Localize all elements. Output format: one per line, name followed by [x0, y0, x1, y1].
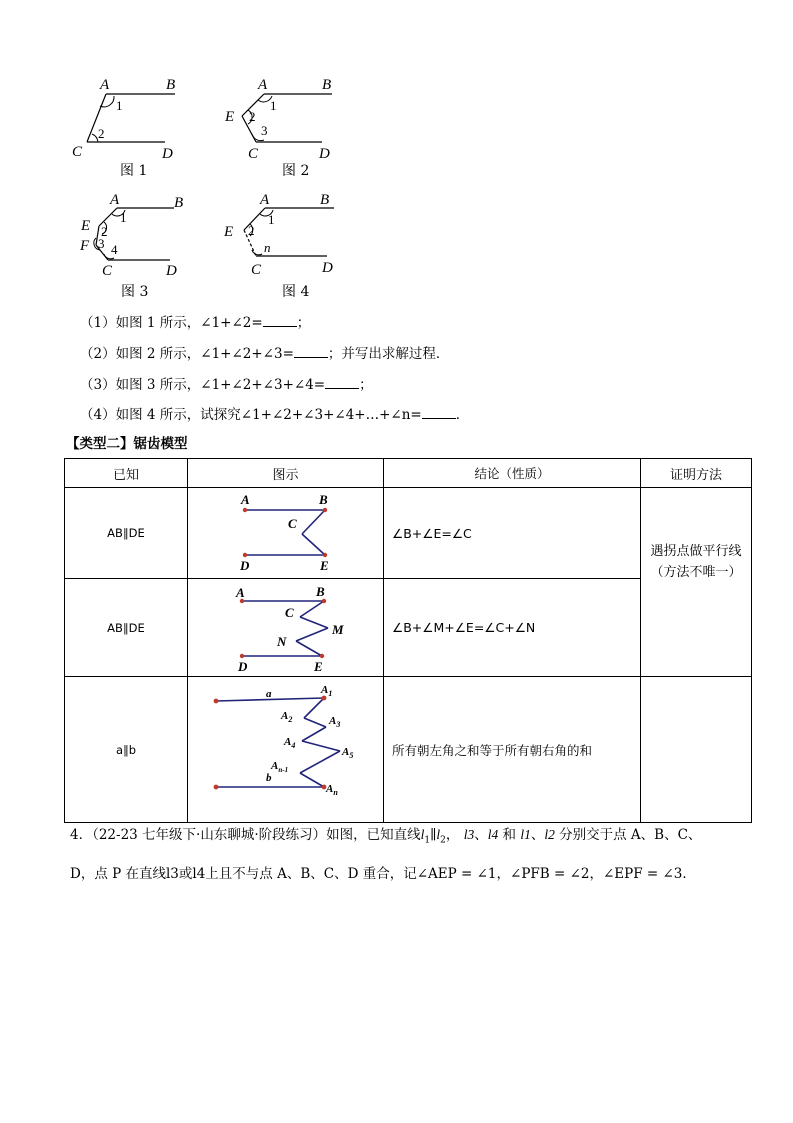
row-3-diagram — [188, 677, 383, 818]
svg-text:D: D — [240, 558, 250, 573]
angle-2: 2 — [101, 224, 108, 239]
section-title: 【类型二】锯齿模型 — [66, 436, 188, 452]
question-2: （2）如图 2 所示，∠1+∠2+∠3= ；并写出求解过程． — [80, 346, 450, 362]
svg-text:b: b — [266, 772, 272, 784]
angle-n: n — [264, 240, 271, 255]
question-3: （3）如图 3 所示，∠1+∠2+∠3+∠4= ； — [80, 377, 373, 393]
label-E: E — [225, 109, 235, 125]
svg-text:a: a — [266, 688, 272, 700]
angle-1: 1 — [268, 212, 275, 227]
angle-1: 1 — [270, 98, 277, 113]
row-1-diagram — [188, 488, 383, 574]
label-C: C — [102, 263, 113, 279]
row-3-figure — [188, 677, 384, 823]
svg-text:An-1: $A_{n-1}$ — [271, 760, 289, 774]
label-C: C — [72, 144, 83, 160]
figure-3-caption: 图 3 — [121, 284, 149, 300]
label-D: D — [319, 146, 330, 162]
angle-2: 2 — [248, 223, 255, 238]
svg-text:A: A — [241, 492, 250, 507]
svg-text:B: B — [316, 584, 325, 599]
svg-text:N: N — [277, 634, 287, 649]
header-known: 已知 — [65, 459, 188, 488]
label-E: E — [81, 218, 91, 234]
label-B: B — [166, 77, 176, 93]
row-1-known: AB∥DE — [65, 488, 188, 579]
table-header-row — [65, 459, 752, 488]
header-conclusion: 结论（性质） — [384, 459, 641, 488]
method-line-2: （方法不唯一） — [650, 565, 742, 580]
angle-1: 1 — [120, 210, 127, 225]
row-2-diagram — [188, 579, 383, 672]
svg-text:D: D — [238, 659, 248, 672]
answer-blank-1[interactable] — [263, 314, 297, 327]
label-D: D — [322, 260, 333, 276]
svg-text:A1: $A_1$ — [321, 684, 333, 698]
label-A: A — [100, 77, 110, 93]
question-4: （4）如图 4 所示，试探究∠1+∠2+∠3+∠4+…+∠n= ． — [80, 407, 470, 423]
row-2-conclusion: ∠B+∠M+∠E=∠C+∠N — [384, 579, 641, 677]
label-A: A — [258, 77, 268, 93]
figure-4 — [222, 190, 342, 290]
row-2-figure — [188, 579, 384, 677]
svg-text:M: M — [332, 622, 344, 637]
svg-text:A: A — [236, 585, 245, 600]
svg-text:An: $A_n$ — [326, 783, 338, 797]
svg-text:A2: $A_2$ — [281, 710, 293, 724]
label-D: D — [162, 146, 173, 162]
problem-4-line-1: 4．（22-23 七年级下·山东聊城·阶段练习）如图，已知直线$l_1\parallel l_2$， l3、l4 和 l1、l2 分别交于点 A、B、C、 — [70, 827, 702, 846]
angle-3: 3 — [98, 236, 105, 251]
problem-4-line-2: D，点 P 在直线l3或l4上且不与点 A、B、C、D 重合，记∠AEP = ∠1，∠PFB = ∠2，∠EPF = ∠3． — [70, 866, 696, 882]
answer-blank-3[interactable] — [325, 376, 359, 389]
angle-1: 1 — [116, 98, 123, 113]
label-B: B — [320, 192, 330, 208]
method-cell — [641, 488, 752, 677]
row-3-conclusion: 所有朝左角之和等于所有朝右角的和 — [384, 677, 641, 823]
label-A: A — [260, 192, 270, 208]
row-1-figure — [188, 488, 384, 579]
row-1-conclusion: ∠B+∠E=∠C — [384, 488, 641, 579]
svg-text:B: B — [319, 492, 328, 507]
svg-text:C: C — [288, 516, 297, 531]
answer-blank-2[interactable] — [294, 345, 328, 358]
svg-text:A4: $A_4$ — [284, 736, 296, 750]
label-B: B — [174, 195, 184, 211]
angle-2: 2 — [249, 109, 256, 124]
label-B: B — [322, 77, 332, 93]
header-figure: 图示 — [188, 459, 384, 488]
svg-text:A3: $A_3$ — [329, 715, 341, 729]
figure-4-caption: 图 4 — [282, 284, 310, 300]
question-1: （1）如图 1 所示，∠1+∠2= ； — [80, 315, 311, 331]
answer-blank-4[interactable] — [422, 406, 456, 419]
label-D: D — [166, 263, 177, 279]
label-C: C — [248, 146, 259, 162]
figure-1-caption: 图 1 — [120, 163, 148, 179]
svg-text:A5: $A_5$ — [342, 746, 354, 760]
row-3-known: a∥b — [65, 677, 188, 823]
header-method: 证明方法 — [641, 459, 752, 488]
angle-3: 3 — [261, 123, 268, 138]
sawtooth-model-table — [64, 458, 752, 823]
method-line-1: 遇拐点做平行线 — [650, 544, 742, 559]
angle-4: 4 — [111, 242, 118, 257]
method-cell-empty — [641, 677, 752, 823]
angle-2: 2 — [98, 126, 105, 141]
table-row — [65, 677, 752, 823]
svg-text:E: E — [314, 659, 323, 672]
svg-text:E: E — [320, 558, 329, 573]
figure-2-caption: 图 2 — [282, 163, 310, 179]
figure-3 — [74, 190, 194, 290]
label-C: C — [251, 262, 262, 278]
svg-text:C: C — [285, 605, 294, 620]
figure-2 — [222, 74, 342, 164]
figure-1 — [70, 74, 190, 164]
label-E: E — [224, 224, 234, 240]
label-F: F — [80, 238, 90, 254]
row-2-known: AB∥DE — [65, 579, 188, 677]
table-row — [65, 488, 752, 579]
label-A: A — [110, 192, 120, 208]
